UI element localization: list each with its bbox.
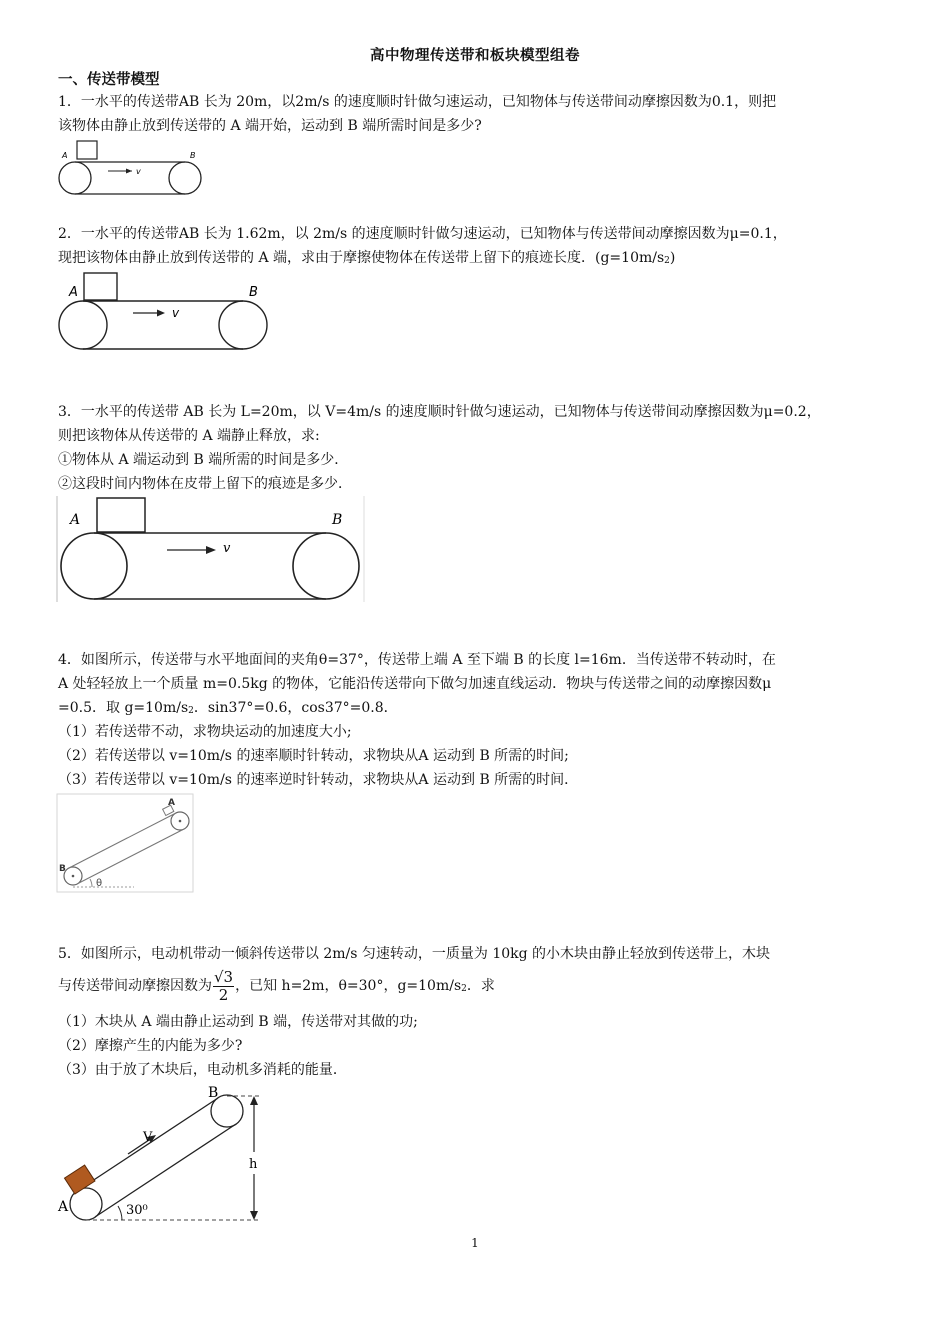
q1-text-line1: 1．一水平的传送带AB 长为 20m，以2m/s 的速度顺时针做匀速运动，已知物体与传送带间动摩擦因数为0.1，则把 bbox=[58, 94, 777, 110]
q4-part1: （1）若传送带不动，求物块运动的加速度大小; bbox=[58, 724, 352, 740]
q3-label-a: A bbox=[70, 512, 81, 528]
q5-part2: （2）摩擦产生的内能为多少? bbox=[58, 1038, 243, 1054]
q3-text-line1: 3．一水平的传送带 AB 长为 L=20m，以 V=4m/s 的速度顺时针做匀速运动，已知物体与传送带间动摩擦因数为μ=0.2， bbox=[58, 404, 821, 420]
q4-unit-subscript: 2 bbox=[188, 706, 194, 716]
q5-part3: （3）由于放了木块后，电动机多消耗的能量． bbox=[58, 1062, 347, 1078]
q2-text-line2 bbox=[58, 246, 898, 273]
q4-text-line1: 4．如图所示，传送带与水平地面间的夹角θ=37°，传送带上端 A 至下端 B 的长度 l=16m．当传送带不转动时，在 bbox=[58, 652, 776, 668]
q4-label-theta: θ bbox=[96, 878, 103, 889]
q1-block bbox=[77, 141, 97, 159]
q2-unit-subscript: 2 bbox=[664, 256, 670, 266]
q4-label-b: B bbox=[59, 864, 66, 874]
q5-label-h: h bbox=[249, 1157, 258, 1172]
q1-right-roller bbox=[169, 162, 201, 194]
q2-text-line1: 2．一水平的传送带AB 长为 1.62m，以 2m/s 的速度顺时针做匀速运动，已知物体与传送带间动摩擦因数为μ=0.1， bbox=[58, 226, 787, 242]
q5-friction-fraction bbox=[213, 969, 234, 1004]
q4-text-line2: A 处轻轻放上一个质量 m=0.5kg 的物体，它能沿传送带向下做匀加速直线运动．物块与传送带之间的动摩擦因数μ bbox=[58, 676, 772, 692]
q2-conveyor-figure bbox=[56, 272, 271, 352]
q5-fraction-numerator: √3 bbox=[214, 967, 234, 986]
q4-text-line3-a: =0.5．取 g=10m/s bbox=[58, 700, 189, 716]
q1-label-a: A bbox=[62, 151, 68, 160]
q1-label-v: v bbox=[136, 167, 141, 176]
q2-block bbox=[84, 273, 117, 300]
section-heading-conveyor: 一、传送带模型 bbox=[58, 71, 160, 88]
q4-incline-figure bbox=[56, 793, 194, 893]
q3-label-b: B bbox=[332, 512, 343, 528]
q5-text-line1: 5．如图所示，电动机带动一倾斜传送带以 2m/s 匀速转动，一质量为 10kg 的小木块由静止轻放到传送带上，木块 bbox=[58, 946, 771, 962]
q3-conveyor-figure bbox=[56, 496, 366, 604]
q5-incline-figure bbox=[56, 1082, 276, 1224]
q5-wooden-block bbox=[64, 1165, 94, 1194]
q5-text-line2 bbox=[58, 968, 898, 1007]
q5-label-angle: 30⁰ bbox=[126, 1203, 148, 1218]
q4-label-a: A bbox=[168, 798, 175, 808]
q1-left-roller bbox=[59, 162, 91, 194]
q5-fraction-denominator: 2 bbox=[218, 985, 229, 1004]
page-number: 1 bbox=[471, 1236, 479, 1250]
page-title: 高中物理传送带和板块模型组卷 bbox=[370, 47, 580, 64]
q5-text-line2-b: ，已知 h=2m，θ=30°，g=10m/s bbox=[235, 978, 462, 994]
q1-text-line2: 该物体由静止放到传送带的 A 端开始，运动到 B 端所需时间是多少? bbox=[58, 118, 482, 134]
q5-text-line2-a: 与传送带间动摩擦因数为 bbox=[58, 978, 212, 994]
q2-right-roller bbox=[219, 301, 267, 349]
q5-unit-subscript: 2 bbox=[461, 984, 467, 994]
q2-label-b: B bbox=[249, 285, 258, 300]
q5-label-a: A bbox=[58, 1199, 69, 1215]
q3-block bbox=[97, 498, 145, 532]
q2-left-roller bbox=[59, 301, 107, 349]
q4-text-line3-b: ．sin37°=0.6，cos37°=0.8． bbox=[193, 700, 398, 716]
q3-left-roller bbox=[61, 533, 127, 599]
q5-label-v: V bbox=[143, 1130, 153, 1145]
q4-part2: （2）若传送带以 v=10m/s 的速率顺时针转动，求物块从A 运动到 B 所需的时间; bbox=[58, 748, 569, 764]
q4-part3: （3）若传送带以 v=10m/s 的速率逆时针转动，求物块从A 运动到 B 所需的时间． bbox=[58, 772, 579, 788]
q1-conveyor-figure bbox=[56, 140, 206, 198]
q1-label-b: B bbox=[190, 151, 196, 160]
q5-text-line2-c: ．求 bbox=[466, 978, 495, 994]
q2-label-v: v bbox=[172, 306, 180, 320]
q3-label-v: v bbox=[223, 541, 231, 556]
q5-label-b: B bbox=[208, 1085, 219, 1101]
q3-text-line4: ②这段时间内物体在皮带上留下的痕迹是多少． bbox=[58, 476, 352, 492]
q2-text-line2-main: 现把该物体由静止放到传送带的 A 端，求由于摩擦使物体在传送带上留下的痕迹长度．(g=10m/s bbox=[58, 250, 665, 266]
q4-text-line3 bbox=[58, 696, 898, 723]
q3-right-roller bbox=[293, 533, 359, 599]
q5-part1: （1）木块从 A 端由静止运动到 B 端，传送带对其做的功; bbox=[58, 1014, 418, 1030]
q3-text-line3: ①物体从 A 端运动到 B 端所需的时间是多少． bbox=[58, 452, 349, 468]
q3-text-line2: 则把该物体从传送带的 A 端静止释放，求: bbox=[58, 428, 320, 444]
q2-label-a: A bbox=[69, 285, 78, 300]
q2-text-line2-end: ) bbox=[669, 250, 676, 266]
